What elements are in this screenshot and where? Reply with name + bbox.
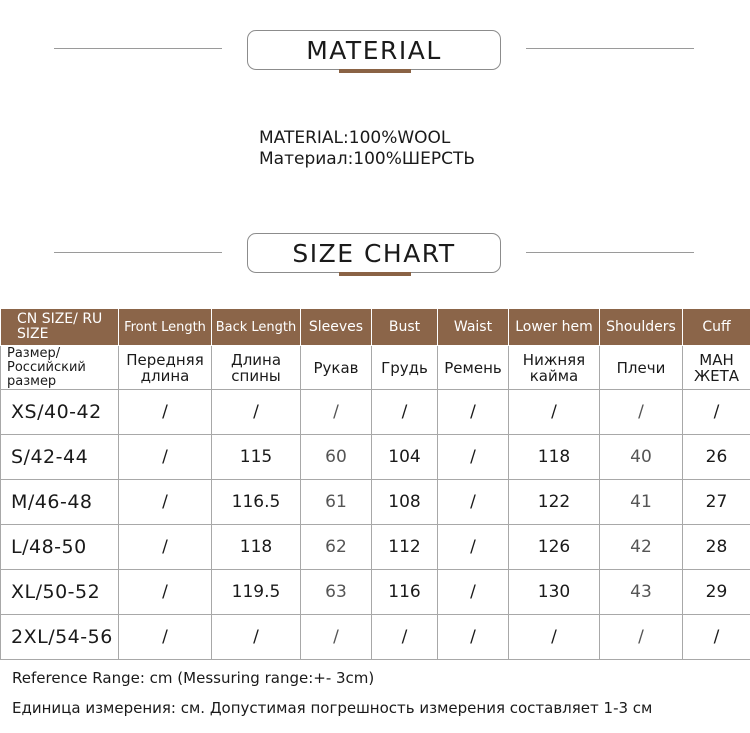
table-cell: /	[372, 615, 438, 660]
header-cell: Back Length	[212, 309, 301, 346]
material-heading	[247, 30, 501, 70]
header-cell: Lower hem	[509, 309, 600, 346]
table-cell: /	[119, 525, 212, 570]
table-cell: 108	[372, 480, 438, 525]
table-cell: /	[509, 390, 600, 435]
table-cell: /	[438, 435, 509, 480]
table-cell: 62	[301, 525, 372, 570]
header-cell: Front Length	[119, 309, 212, 346]
table-cell: /	[301, 615, 372, 660]
table-cell: 42	[600, 525, 683, 570]
header-cell: Bust	[372, 309, 438, 346]
table-cell: 63	[301, 570, 372, 615]
header-cell-ru: МАН ЖЕТА	[683, 346, 750, 390]
table-cell: 40	[600, 435, 683, 480]
header-cell-ru: Ремень	[438, 346, 509, 390]
table-cell: /	[438, 615, 509, 660]
material-heading-text: MATERIAL	[306, 35, 442, 65]
measurement-note-ru: Единица измерения: см. Допустимая погрешность измерения составляет 1-3 см	[12, 699, 653, 717]
size-chart-heading-underline	[339, 272, 411, 276]
table-cell: /	[212, 615, 301, 660]
size-label-cell: S/42-44	[1, 435, 119, 480]
table-cell: 28	[683, 525, 750, 570]
table-row	[1, 390, 750, 435]
table-cell: 116	[372, 570, 438, 615]
table-cell: /	[119, 480, 212, 525]
table-cell: 26	[683, 435, 750, 480]
table-cell: 43	[600, 570, 683, 615]
table-cell: /	[600, 615, 683, 660]
table-row	[1, 480, 750, 525]
table-cell: 130	[509, 570, 600, 615]
header-row-ru	[1, 346, 750, 390]
table-cell: /	[119, 570, 212, 615]
header-cell-ru: Длина спины	[212, 346, 301, 390]
divider-right-size	[526, 252, 694, 253]
size-chart-table	[0, 308, 750, 660]
table-row	[1, 525, 750, 570]
table-cell: 122	[509, 480, 600, 525]
table-cell: /	[438, 570, 509, 615]
size-chart-heading	[247, 233, 501, 273]
table-cell: /	[438, 480, 509, 525]
header-size-cell: CN SIZE/ RU SIZE	[1, 309, 119, 346]
table-cell: 61	[301, 480, 372, 525]
header-cell-ru: Нижняя кайма	[509, 346, 600, 390]
size-label-cell: XS/40-42	[1, 390, 119, 435]
table-cell: 115	[212, 435, 301, 480]
size-label-cell: M/46-48	[1, 480, 119, 525]
size-chart-heading-text: SIZE CHART	[292, 238, 456, 268]
header-cell-ru: Передняя длина	[119, 346, 212, 390]
material-ru: Материал:100%ШЕРСТЬ	[259, 149, 475, 169]
header-cell: Shoulders	[600, 309, 683, 346]
size-label-cell: 2XL/54-56	[1, 615, 119, 660]
size-label-cell: XL/50-52	[1, 570, 119, 615]
table-cell: /	[119, 435, 212, 480]
table-cell: /	[600, 390, 683, 435]
header-row-en	[1, 309, 750, 346]
divider-right-material	[526, 48, 694, 49]
table-cell: 104	[372, 435, 438, 480]
table-row	[1, 435, 750, 480]
table-cell: /	[212, 390, 301, 435]
header-cell: Waist	[438, 309, 509, 346]
table-cell: 29	[683, 570, 750, 615]
table-row	[1, 570, 750, 615]
material-en: MATERIAL:100%WOOL	[259, 128, 451, 148]
reference-range-note: Reference Range: cm (Messuring range:+- 3cm)	[12, 669, 375, 687]
header-cell: Sleeves	[301, 309, 372, 346]
table-cell: 27	[683, 480, 750, 525]
table-cell: /	[119, 615, 212, 660]
table-cell: 118	[509, 435, 600, 480]
header-size-cell-ru: Размер/ Российский размер	[1, 346, 119, 390]
table-cell: /	[509, 615, 600, 660]
table-cell: /	[438, 390, 509, 435]
divider-left-size	[54, 252, 222, 253]
table-cell: 60	[301, 435, 372, 480]
table-row	[1, 615, 750, 660]
table-cell: /	[119, 390, 212, 435]
header-cell-ru: Плечи	[600, 346, 683, 390]
size-label-cell: L/48-50	[1, 525, 119, 570]
table-cell: 119.5	[212, 570, 301, 615]
header-cell: Cuff	[683, 309, 750, 346]
table-cell: /	[438, 525, 509, 570]
material-description	[259, 128, 475, 170]
table-cell: 41	[600, 480, 683, 525]
table-cell: 112	[372, 525, 438, 570]
table-cell: 118	[212, 525, 301, 570]
table-cell: 126	[509, 525, 600, 570]
table-cell: /	[372, 390, 438, 435]
table-cell: /	[683, 390, 750, 435]
material-heading-underline	[339, 69, 411, 73]
table-cell: /	[301, 390, 372, 435]
table-cell: /	[683, 615, 750, 660]
table-cell: 116.5	[212, 480, 301, 525]
header-cell-ru: Грудь	[372, 346, 438, 390]
header-cell-ru: Рукав	[301, 346, 372, 390]
divider-left-material	[54, 48, 222, 49]
